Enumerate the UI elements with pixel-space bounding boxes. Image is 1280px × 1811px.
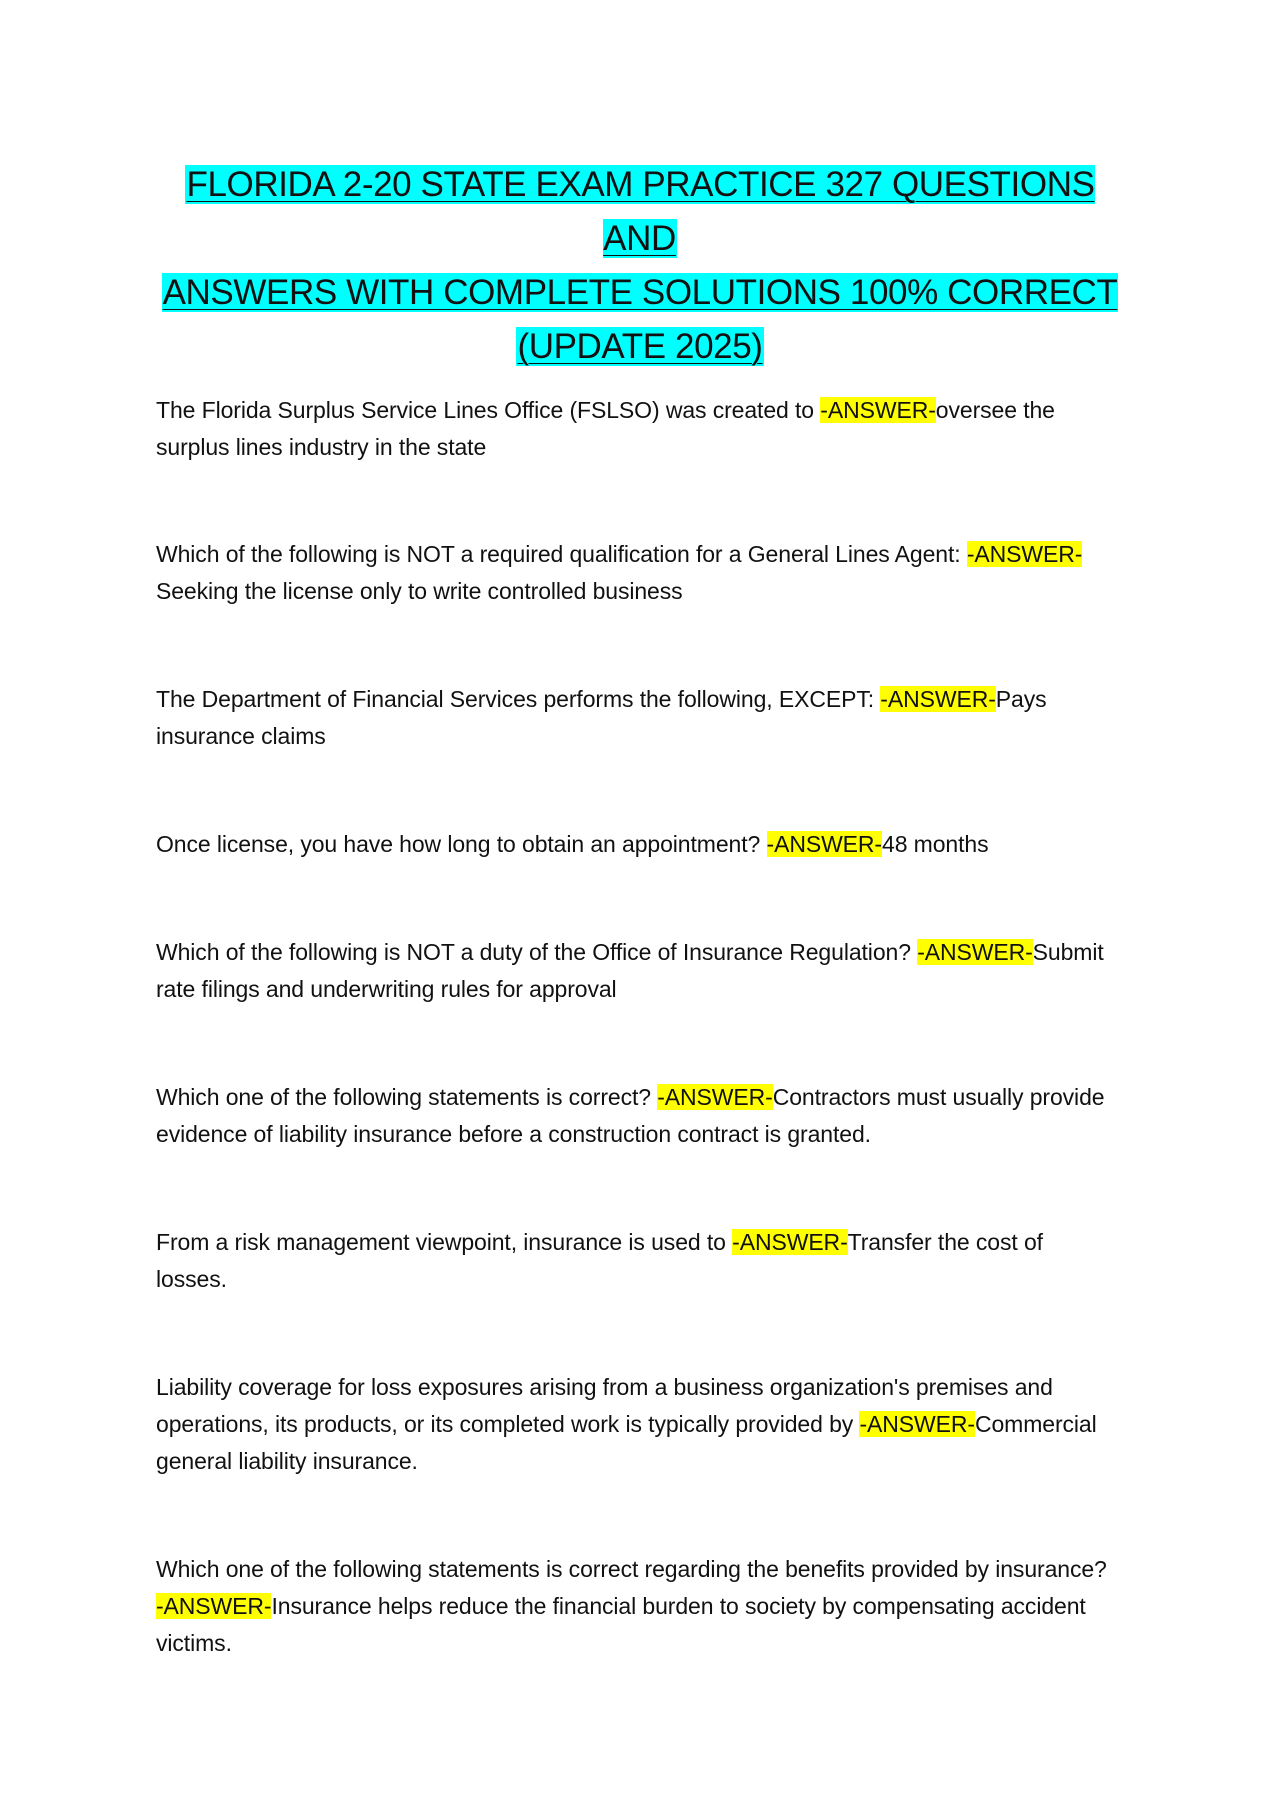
answer-marker: -ANSWER- bbox=[657, 1084, 773, 1110]
question-text: Which one of the following statements is correct? bbox=[156, 1084, 658, 1110]
answer-text: Submit rate filings and underwriting rules for approval bbox=[156, 939, 1104, 1002]
answer-marker: -ANSWER- bbox=[820, 397, 936, 423]
qa-item bbox=[156, 681, 1116, 755]
question-text: Liability coverage for loss exposures arising from a business organization's premises and operations, its products, or its completed work is typically provided by bbox=[156, 1374, 1053, 1437]
answer-marker: -ANSWER- bbox=[859, 1411, 975, 1437]
qa-item bbox=[156, 1369, 1116, 1480]
answer-text: Transfer the cost of losses. bbox=[156, 1229, 1043, 1292]
answer-marker: -ANSWER- bbox=[917, 939, 1033, 965]
qa-item bbox=[156, 934, 1116, 1008]
title-line: FLORIDA 2-20 STATE EXAM PRACTICE 327 QUESTIONS AND bbox=[186, 165, 1095, 258]
question-text: The Department of Financial Services performs the following, EXCEPT: bbox=[156, 686, 881, 712]
answer-text: Seeking the license only to write controlled business bbox=[156, 578, 683, 604]
document-title bbox=[150, 158, 1130, 374]
answer-marker: -ANSWER- bbox=[766, 831, 882, 857]
answer-marker: -ANSWER- bbox=[880, 686, 996, 712]
answer-text: 48 months bbox=[882, 831, 989, 857]
title-line: ANSWERS WITH COMPLETE SOLUTIONS 100% CORRECT bbox=[162, 273, 1118, 312]
qa-item bbox=[156, 1224, 1116, 1298]
title-line: (UPDATE 2025) bbox=[517, 327, 763, 366]
answer-text: Contractors must usually provide evidence of liability insurance before a construction contract is granted. bbox=[156, 1084, 1105, 1147]
question-text: Which one of the following statements is correct regarding the benefits provided by insurance? bbox=[156, 1556, 1107, 1582]
qa-item bbox=[156, 392, 1116, 466]
answer-text: Insurance helps reduce the financial burden to society by compensating accident victims. bbox=[156, 1593, 1086, 1656]
answer-text: Commercial general liability insurance. bbox=[156, 1411, 1097, 1474]
qa-item bbox=[156, 826, 1116, 863]
qa-item bbox=[156, 536, 1116, 610]
qa-item bbox=[156, 1079, 1116, 1153]
answer-marker: -ANSWER- bbox=[156, 1593, 272, 1619]
qa-item bbox=[156, 1551, 1116, 1662]
question-text: Once license, you have how long to obtain an appointment? bbox=[156, 831, 767, 857]
question-text: Which of the following is NOT a duty of the Office of Insurance Regulation? bbox=[156, 939, 918, 965]
answer-text: oversee the surplus lines industry in the state bbox=[156, 397, 1055, 460]
answer-marker: -ANSWER- bbox=[732, 1229, 848, 1255]
question-text: Which of the following is NOT a required qualification for a General Lines Agent: bbox=[156, 541, 967, 567]
question-text: The Florida Surplus Service Lines Office (FSLSO) was created to bbox=[156, 397, 821, 423]
answer-text: Pays insurance claims bbox=[156, 686, 1047, 749]
question-text: From a risk management viewpoint, insurance is used to bbox=[156, 1229, 733, 1255]
answer-marker: -ANSWER- bbox=[966, 541, 1083, 567]
